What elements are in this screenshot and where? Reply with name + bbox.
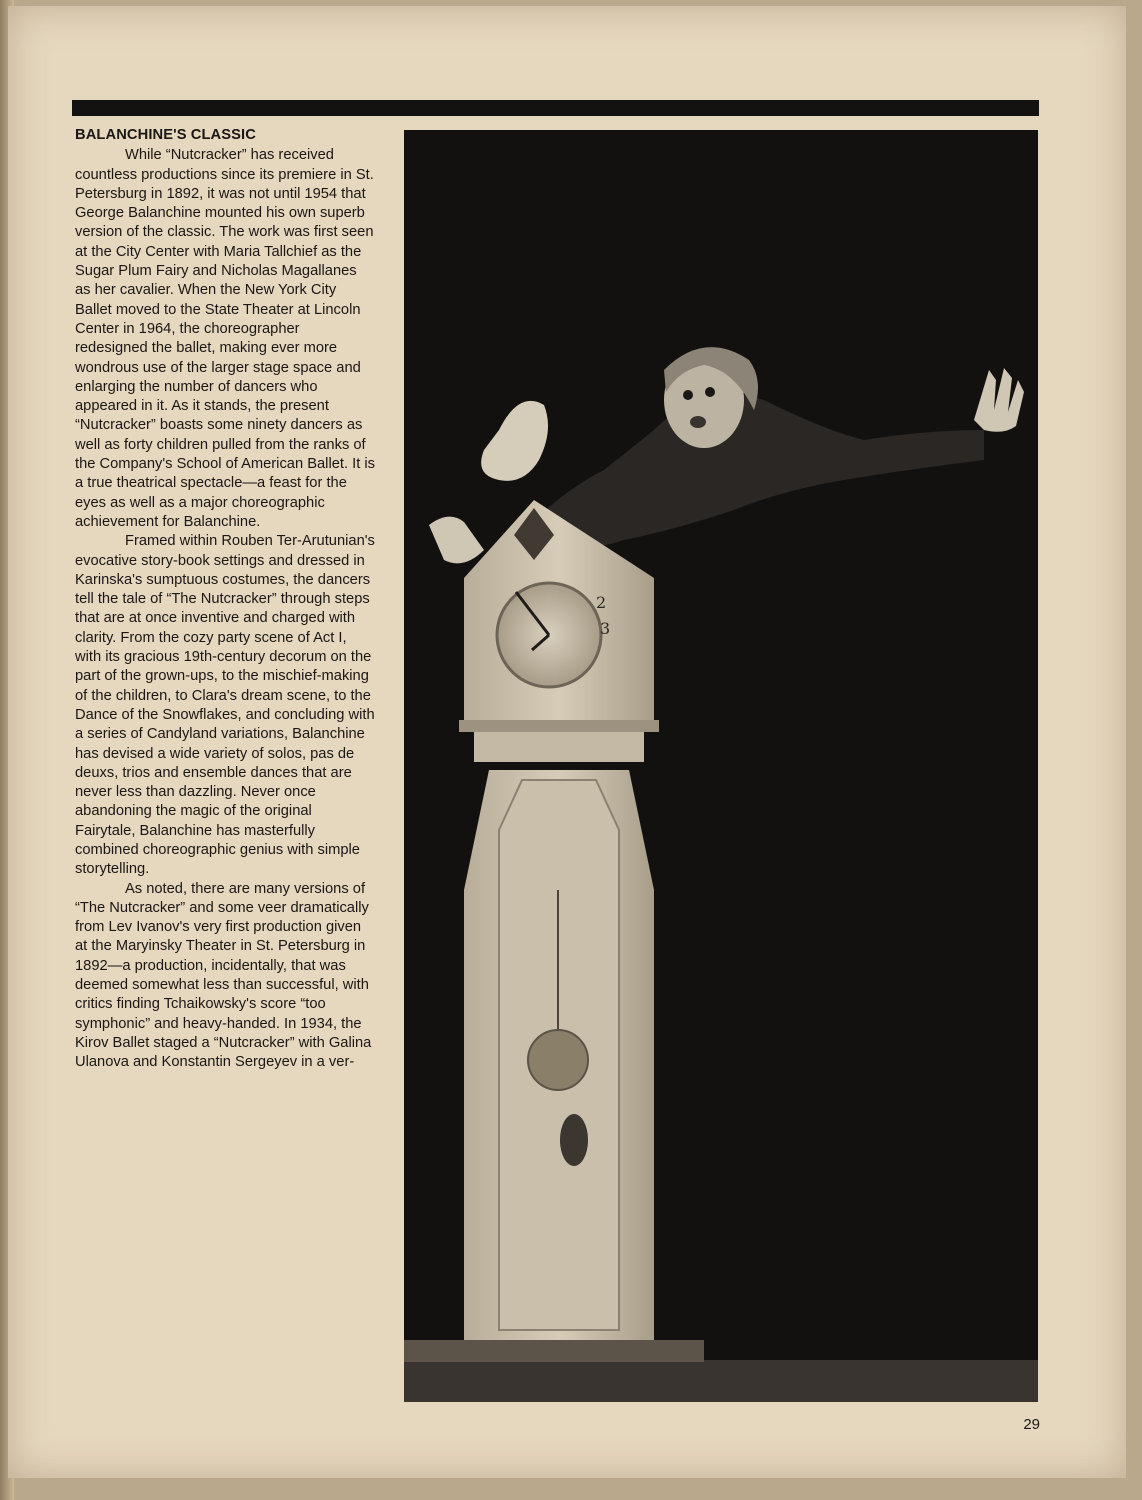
header-rule (72, 100, 1039, 116)
page-number: 29 (1023, 1416, 1040, 1433)
article-paragraph-2: Framed within Rouben Ter-Arutunian's evocative story-book settings and dressed in Karinska's sumptuous costumes, the dancers tell the tale of “The Nutcracker” through steps that are at once inventive and charged with clarity. From the cozy party scene of Act I, with its gracious 19th-century decorum on the part of the grown-ups, to the mischief-making of the children, to Clara's dream scene, to the Dance of the Snowflakes, and concluding with a series of Candyland variations, Balanchine has devised a wide variety of solos, pas de deuxs, trios and ensemble dances that are never less than dazzling. Never once abandoning the magic of the original Fairytale, Balanchine has masterfully combined choreographic genius with simple storytelling. (75, 533, 375, 878)
photo-illustration (404, 130, 1038, 1402)
stage-floor (404, 1360, 1038, 1402)
article-column (75, 126, 375, 1073)
article-paragraph-3: As noted, there are many versions of “The Nutcracker” and some veer dramatically from Lev Ivanov's very first production given at the Maryinsky Theater in St. Petersburg in 1892—a production, incidentally, that was deemed somewhat less than successful, with critics finding Tchaikowsky's score “too symphonic” and heavy-handed. In 1934, the Kirov Ballet staged a “Nutcracker” with Galina Ulanova and Konstantin Sergeyev in a ver- (75, 880, 372, 1071)
article-paragraph-1: While “Nutcracker” has received countless productions since its premiere in St. Petersburg in 1892, it was not until 1954 that George Balanchine mounted his own superb version of the classic. The work was first seen at the City Center with Maria Tallchief as the Sugar Plum Fairy and Nicholas Magallanes as her cavalier. When the New York City Ballet moved to the State Theater at Lincoln Center in 1964, the choreographer redesigned the ballet, making ever more wondrous use of the larger stage space and enlarging the number of dancers who appeared in it. As it stands, the present “Nutcracker” boasts some ninety dancers as well as forty children pulled from the ranks of the Company's School of American Ballet. It is a true theatrical spectacle—a feast for the eyes as well as a major choreographic achievement for Balanchine. (75, 147, 375, 530)
clock-numeral-3: 3 (600, 619, 611, 638)
article-heading: BALANCHINE'S CLASSIC (75, 127, 256, 143)
clock-numeral-2: 2 (596, 593, 607, 612)
stage-photo (404, 130, 1038, 1402)
